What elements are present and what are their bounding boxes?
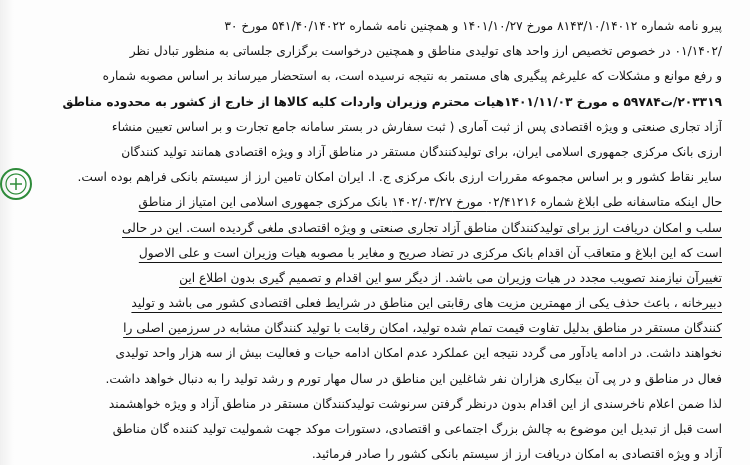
letter-line-15: فعال در مناطق و در پی آن بیکاری هزاران نفر شاغلین این مناطق در سال مهار تورم و رشد تولید را به دنبال خواهد داشت. — [105, 371, 722, 386]
letter-line-12: دبیرخانه ، باعث حذف یکی از مهمترین مزیت های رقابتی این مناطق در شرایط فعلی اقتصادی کشور می باشد و تولید — [131, 296, 722, 311]
letter-line-7: سایر نقاط کشور و بر اساس مجموعه مقررات ارزی بانک مرکزی ج. ا. ایران امکان تامین ارز از سیستم بانکی فراهم بوده است. — [77, 170, 722, 185]
letter-line-8: حال اینکه متاسفانه طی ابلاغ شماره ۰۲/۴۱۲۱۶ مورخ ۱۴۰۲/۰۳/۲۷ بانک مرکزی جمهوری اسلامی این امتیاز از مناطق — [138, 195, 722, 210]
letter-line-17: است قبل از تبدیل این موضوع به چالش بزرگ اجتماعی و اقتصادی، دستورات موکد جهت شمولیت تولید کننده گان مناطق — [112, 422, 722, 436]
page-edge-shadow — [0, 0, 14, 465]
letter-line-4: ۲۰۳۳۱۹/ت۵۹۷۸۴ ه مورخ ۱۴۰۱/۱۱/۰۳هیات محترم وزیران واردات کلیه کالاها از خارج از کشور به محدوده مناطق — [62, 94, 722, 109]
letter-line-6: ارزی بانک مرکزی جمهوری اسلامی ایران، برای تولیدکنندگان مستقر در مناطق آزاد و ویژه اقتصادی همانند تولید کنندگان — [121, 144, 722, 159]
letter-line-10: است که این ابلاغ و متعاقب آن اقدام بانک مرکزی در تضاد صریح و مغایر با مصوبه هیات وزیران است و علی الاصول — [138, 245, 722, 260]
letter-line-11: تغییرآن نیازمند تصویب مجدد در هیات وزیران می باشد. از دیگر سو این اقدام و تصمیم گیری بدون اطلاع این — [179, 270, 722, 285]
letter-line-1: پیرو نامه شماره ۸۱۴۳/۱۰/۱۴۰۱۲ مورخ ۱۴۰۱/۱۰/۲۷ و همچنین نامه شماره ۵۴۱/۴۰/۱۴۰۲۲ مورخ ۳۰ — [224, 19, 722, 33]
letter-line-13: کنندگان مستقر در مناطق بدلیل تفاوت قیمت تمام شده تولید، امکان رقابت با تولید کنندگان مشابه در سرزمین اصلی را — [123, 321, 722, 336]
letter-line-16: لذا ضمن اعلام ناخرسندی از این اقدام بدون درنظر گرفتن سرنوشت تولیدکنندگان مستقر در مناطق آزاد و ویژه خواهشمند — [108, 396, 722, 411]
green-seal-icon — [0, 160, 48, 208]
letter-line-14: نخواهند داشت. در ادامه یادآور می گردد نتیجه این عملکرد عدم امکان ادامه حیات و فعالیت بیش از سه هزار واحد تولیدی — [115, 346, 722, 361]
letter-line-18: آزاد و ویژه اقتصادی به امکان دریافت ارز از سیستم بانکی کشور را صادر فرمائید. — [311, 447, 722, 462]
letter-line-5: آزاد تجاری صنعتی و ویژه اقتصادی پس از ثبت آماری ( ثبت سفارش در بستر سامانه جامع تجارت و بر اساس تعیین منشاء — [111, 119, 722, 134]
letter-body — [46, 14, 722, 467]
letter-line-9: سلب و امکان دریافت ارز برای تولیدکنندگان مناطق آزاد تجاری صنعتی و ویژه اقتصادی ملغی گردیده است. این در حالی — [122, 220, 722, 235]
letter-line-3: و رفع موانع و مشکلات که علیرغم پیگیری های مستمر به نتیجه نرسیده است، به استحضار میرساند بر اساس مصوبه شماره — [102, 69, 722, 84]
letter-line-2: /۰۱/۱۴۰۲ در خصوص تخصیص ارز واحد های تولیدی مناطق و همچنین درخواست برگزاری جلساتی به منظور تبادل نظر — [129, 44, 722, 59]
